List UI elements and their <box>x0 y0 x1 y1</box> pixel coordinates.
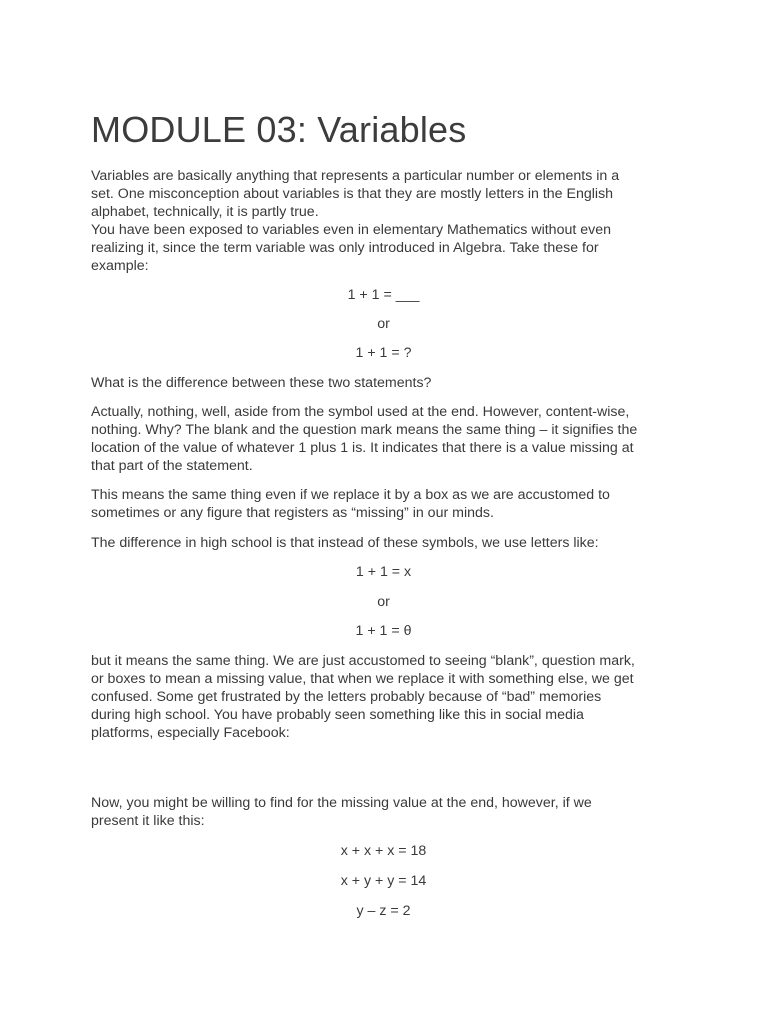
question-paragraph: What is the difference between these two statements? <box>91 375 432 391</box>
body-paragraph <box>91 486 671 522</box>
text-line: during high school. You have probably seen something like this in social media <box>91 707 584 723</box>
text-line: but it means the same thing. We are just accustomed to seeing “blank”, question mark, <box>91 653 635 669</box>
text-line: or boxes to mean a missing value, that when we replace it with something else, we get <box>91 671 634 687</box>
body-paragraph <box>91 652 671 742</box>
equation: 1 + 1 = ? <box>355 345 412 361</box>
text-line: location of the value of whatever 1 plus 1 is. It indicates that there is a value missing at <box>91 440 634 456</box>
equation: y – z = 2 <box>356 903 411 919</box>
equation: x + x + x = 18 <box>340 843 427 859</box>
text-line: confused. Some get frustrated by the letters probably because of “bad” memories <box>91 689 602 705</box>
text-line: nothing. Why? The blank and the question mark means the same thing – it signifies the <box>91 422 638 438</box>
intro-paragraph <box>91 167 671 275</box>
text-line: set. One misconception about variables is that they are mostly letters in the English <box>91 186 614 202</box>
body-paragraph <box>91 794 671 830</box>
text-line: realizing it, since the term variable was only introduced in Algebra. Take these for <box>91 240 599 256</box>
text-line: You have been exposed to variables even in elementary Mathematics without even <box>91 222 612 238</box>
body-paragraph: The difference in high school is that instead of these symbols, we use letters like: <box>91 535 599 551</box>
text-line: present it like this: <box>91 813 205 829</box>
equation: x + y + y = 14 <box>340 873 427 889</box>
body-paragraph <box>91 403 671 475</box>
equation: 1 + 1 = θ <box>355 623 412 639</box>
equation: 1 + 1 = ___ <box>347 287 420 303</box>
text-line: alphabet, technically, it is partly true. <box>91 204 319 220</box>
text-line: that part of the statement. <box>91 458 253 474</box>
text-line: Actually, nothing, well, aside from the symbol used at the end. However, content-wise, <box>91 404 630 420</box>
equation-separator: or <box>377 316 390 332</box>
text-line: This means the same thing even if we replace it by a box as we are accustomed to <box>91 487 610 503</box>
equation: 1 + 1 = x <box>355 564 412 580</box>
page-title: MODULE 03: Variables <box>91 109 467 150</box>
text-line: Variables are basically anything that represents a particular number or elements in a <box>91 168 620 184</box>
text-line: Now, you might be willing to find for the missing value at the end, however, if we <box>91 795 592 811</box>
text-line: platforms, especially Facebook: <box>91 725 290 741</box>
equation-separator: or <box>377 594 390 610</box>
text-line: sometimes or any figure that registers as “missing” in our minds. <box>91 505 494 521</box>
text-line: example: <box>91 258 149 274</box>
